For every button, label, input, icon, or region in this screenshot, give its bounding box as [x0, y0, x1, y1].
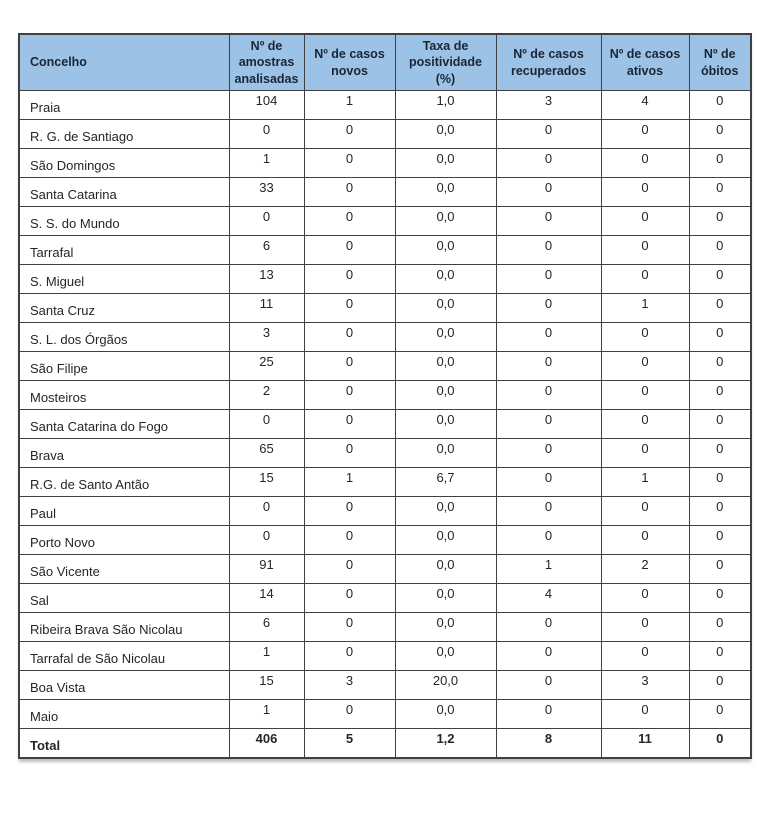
value-cell: 0	[304, 555, 395, 584]
concelho-cell: Boa Vista	[19, 671, 229, 700]
value-cell: 0	[689, 613, 751, 642]
total-casos-novos-cell: 5	[304, 729, 395, 758]
value-cell: 0	[601, 642, 689, 671]
value-cell: 0	[496, 468, 601, 497]
table-row	[19, 178, 751, 207]
table-row	[19, 700, 751, 729]
value-cell: 0	[601, 584, 689, 613]
value-cell: 1	[304, 91, 395, 120]
column-header-taxa-positividade: Taxa de positividade (%)	[395, 34, 496, 91]
value-cell: 33	[229, 178, 304, 207]
value-cell: 0	[689, 149, 751, 178]
table-row	[19, 294, 751, 323]
concelho-cell: Santa Catarina do Fogo	[19, 410, 229, 439]
table-row	[19, 149, 751, 178]
column-header-concelho: Concelho	[19, 34, 229, 91]
value-cell: 0,0	[395, 178, 496, 207]
value-cell: 0	[496, 381, 601, 410]
value-cell: 0,0	[395, 323, 496, 352]
value-cell: 0	[496, 497, 601, 526]
value-cell: 0	[496, 700, 601, 729]
column-header-casos-novos: Nº de casos novos	[304, 34, 395, 91]
value-cell: 13	[229, 265, 304, 294]
value-cell: 0	[304, 323, 395, 352]
value-cell: 0,0	[395, 352, 496, 381]
value-cell: 2	[229, 381, 304, 410]
value-cell: 0,0	[395, 497, 496, 526]
value-cell: 0,0	[395, 381, 496, 410]
value-cell: 0	[496, 236, 601, 265]
value-cell: 91	[229, 555, 304, 584]
value-cell: 0	[601, 700, 689, 729]
value-cell: 0	[601, 613, 689, 642]
table-row	[19, 439, 751, 468]
value-cell: 0	[304, 265, 395, 294]
value-cell: 0	[601, 120, 689, 149]
value-cell: 0	[601, 207, 689, 236]
value-cell: 0	[496, 410, 601, 439]
value-cell: 0	[304, 526, 395, 555]
value-cell: 25	[229, 352, 304, 381]
table-header	[19, 34, 751, 91]
value-cell: 0	[304, 700, 395, 729]
total-taxa-cell: 1,2	[395, 729, 496, 758]
value-cell: 0	[304, 439, 395, 468]
concelho-cell: Brava	[19, 439, 229, 468]
value-cell: 20,0	[395, 671, 496, 700]
total-amostras-cell: 406	[229, 729, 304, 758]
column-header-obitos: Nº de óbitos	[689, 34, 751, 91]
value-cell: 0,0	[395, 207, 496, 236]
value-cell: 0	[689, 207, 751, 236]
concelho-cell: Maio	[19, 700, 229, 729]
value-cell: 0,0	[395, 700, 496, 729]
value-cell: 0	[496, 178, 601, 207]
value-cell: 0	[601, 526, 689, 555]
value-cell: 0	[689, 439, 751, 468]
value-cell: 0	[304, 613, 395, 642]
value-cell: 0	[304, 294, 395, 323]
value-cell: 0	[229, 410, 304, 439]
table-row	[19, 642, 751, 671]
value-cell: 0	[601, 381, 689, 410]
table-row	[19, 526, 751, 555]
value-cell: 0	[229, 497, 304, 526]
value-cell: 0,0	[395, 439, 496, 468]
value-cell: 3	[601, 671, 689, 700]
concelho-cell: S. Miguel	[19, 265, 229, 294]
value-cell: 0,0	[395, 120, 496, 149]
value-cell: 1	[229, 642, 304, 671]
table-body	[19, 91, 751, 729]
total-ativos-cell: 11	[601, 729, 689, 758]
concelho-cell: Santa Catarina	[19, 178, 229, 207]
concelho-cell: S. S. do Mundo	[19, 207, 229, 236]
value-cell: 0	[689, 700, 751, 729]
value-cell: 0	[689, 410, 751, 439]
concelho-cell: S. L. dos Órgãos	[19, 323, 229, 352]
value-cell: 0	[601, 497, 689, 526]
table-row	[19, 352, 751, 381]
value-cell: 0	[496, 207, 601, 236]
column-header-casos-recuperados: Nº de casos recuperados	[496, 34, 601, 91]
table-row	[19, 613, 751, 642]
table-row	[19, 410, 751, 439]
value-cell: 0	[304, 120, 395, 149]
value-cell: 0	[689, 265, 751, 294]
value-cell: 0	[496, 265, 601, 294]
value-cell: 104	[229, 91, 304, 120]
total-recuperados-cell: 8	[496, 729, 601, 758]
value-cell: 0	[689, 497, 751, 526]
value-cell: 0	[601, 149, 689, 178]
column-header-casos-ativos: Nº de casos ativos	[601, 34, 689, 91]
value-cell: 0,0	[395, 236, 496, 265]
table-footer	[19, 729, 751, 758]
value-cell: 0	[601, 236, 689, 265]
value-cell: 65	[229, 439, 304, 468]
value-cell: 6	[229, 613, 304, 642]
value-cell: 0	[689, 91, 751, 120]
value-cell: 0	[689, 671, 751, 700]
value-cell: 0	[304, 642, 395, 671]
table-row	[19, 584, 751, 613]
covid-municipality-table	[18, 33, 752, 759]
value-cell: 0	[689, 642, 751, 671]
value-cell: 1	[229, 149, 304, 178]
value-cell: 0	[304, 584, 395, 613]
value-cell: 15	[229, 468, 304, 497]
table-row	[19, 91, 751, 120]
value-cell: 3	[229, 323, 304, 352]
value-cell: 1	[304, 468, 395, 497]
value-cell: 0	[304, 178, 395, 207]
value-cell: 0	[304, 207, 395, 236]
value-cell: 0	[304, 149, 395, 178]
concelho-cell: Sal	[19, 584, 229, 613]
concelho-cell: Tarrafal de São Nicolau	[19, 642, 229, 671]
table-row	[19, 671, 751, 700]
value-cell: 0	[496, 439, 601, 468]
value-cell: 0	[496, 671, 601, 700]
value-cell: 0	[304, 410, 395, 439]
value-cell: 0	[304, 236, 395, 265]
value-cell: 0	[689, 236, 751, 265]
value-cell: 0,0	[395, 555, 496, 584]
value-cell: 0	[496, 294, 601, 323]
value-cell: 0	[496, 613, 601, 642]
value-cell: 0	[229, 207, 304, 236]
value-cell: 0	[229, 526, 304, 555]
concelho-cell: São Vicente	[19, 555, 229, 584]
value-cell: 0	[689, 584, 751, 613]
concelho-cell: R.G. de Santo Antão	[19, 468, 229, 497]
table-row	[19, 381, 751, 410]
concelho-cell: Santa Cruz	[19, 294, 229, 323]
value-cell: 0	[229, 120, 304, 149]
total-row	[19, 729, 751, 758]
value-cell: 0	[601, 439, 689, 468]
value-cell: 0,0	[395, 613, 496, 642]
value-cell: 0	[689, 381, 751, 410]
value-cell: 0	[689, 323, 751, 352]
value-cell: 0	[601, 323, 689, 352]
value-cell: 1,0	[395, 91, 496, 120]
value-cell: 0	[496, 526, 601, 555]
value-cell: 0,0	[395, 149, 496, 178]
concelho-cell: São Domingos	[19, 149, 229, 178]
value-cell: 0	[496, 352, 601, 381]
value-cell: 0	[304, 497, 395, 526]
value-cell: 3	[304, 671, 395, 700]
value-cell: 3	[496, 91, 601, 120]
value-cell: 6	[229, 236, 304, 265]
value-cell: 0	[689, 294, 751, 323]
value-cell: 6,7	[395, 468, 496, 497]
value-cell: 0	[601, 178, 689, 207]
value-cell: 1	[601, 468, 689, 497]
value-cell: 0	[689, 555, 751, 584]
value-cell: 0	[304, 381, 395, 410]
value-cell: 0,0	[395, 584, 496, 613]
value-cell: 0	[689, 526, 751, 555]
value-cell: 0	[689, 120, 751, 149]
table-row	[19, 207, 751, 236]
value-cell: 2	[601, 555, 689, 584]
concelho-cell: R. G. de Santiago	[19, 120, 229, 149]
concelho-cell: Mosteiros	[19, 381, 229, 410]
table-row	[19, 497, 751, 526]
table-row	[19, 468, 751, 497]
table-row	[19, 236, 751, 265]
concelho-cell: Ribeira Brava São Nicolau	[19, 613, 229, 642]
value-cell: 0,0	[395, 526, 496, 555]
value-cell: 0	[496, 642, 601, 671]
value-cell: 0	[496, 120, 601, 149]
concelho-cell: Tarrafal	[19, 236, 229, 265]
value-cell: 1	[601, 294, 689, 323]
table-row	[19, 323, 751, 352]
concelho-cell: São Filipe	[19, 352, 229, 381]
value-cell: 0	[601, 265, 689, 294]
value-cell: 11	[229, 294, 304, 323]
value-cell: 0	[601, 410, 689, 439]
value-cell: 0,0	[395, 642, 496, 671]
value-cell: 0	[496, 323, 601, 352]
total-obitos-cell: 0	[689, 729, 751, 758]
table-row	[19, 555, 751, 584]
value-cell: 0,0	[395, 410, 496, 439]
value-cell: 0	[689, 178, 751, 207]
value-cell: 0	[601, 352, 689, 381]
column-header-amostras-analisadas: Nº de amostras analisadas	[229, 34, 304, 91]
value-cell: 0	[689, 468, 751, 497]
value-cell: 1	[229, 700, 304, 729]
value-cell: 0	[689, 352, 751, 381]
value-cell: 1	[496, 555, 601, 584]
value-cell: 0,0	[395, 265, 496, 294]
value-cell: 4	[601, 91, 689, 120]
table-row	[19, 265, 751, 294]
header-row	[19, 34, 751, 91]
value-cell: 0,0	[395, 294, 496, 323]
concelho-cell: Praia	[19, 91, 229, 120]
value-cell: 0	[304, 352, 395, 381]
total-label: Total	[19, 729, 229, 758]
concelho-cell: Porto Novo	[19, 526, 229, 555]
table-row	[19, 120, 751, 149]
concelho-cell: Paul	[19, 497, 229, 526]
value-cell: 14	[229, 584, 304, 613]
value-cell: 4	[496, 584, 601, 613]
value-cell: 0	[496, 149, 601, 178]
value-cell: 15	[229, 671, 304, 700]
